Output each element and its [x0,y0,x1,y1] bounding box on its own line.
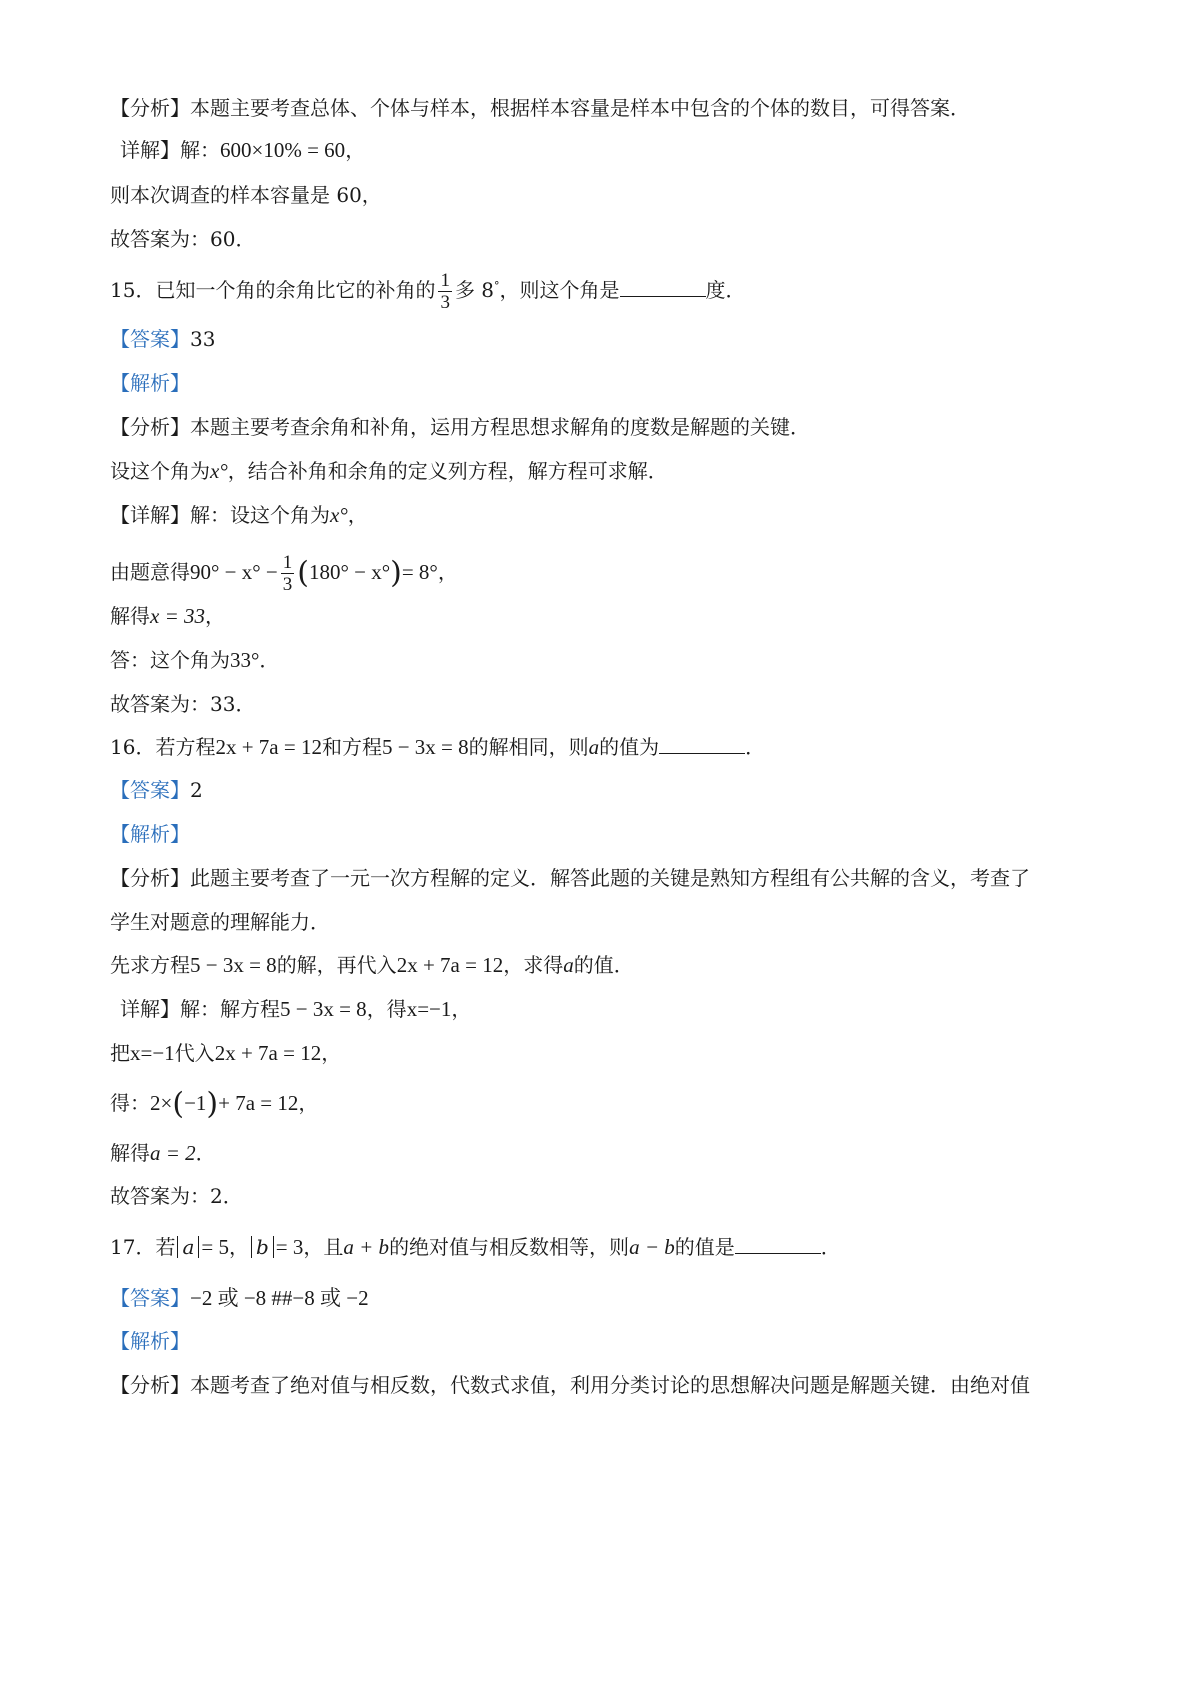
q15-set-post: ，结合补角和余角的定义列方程，解方程可求解． [227,459,668,483]
q17-stem-end: ． [820,1235,841,1259]
q15-detail-var: x° [330,503,348,527]
q16-solve-eq: a = 2 [150,1141,196,1165]
q14-analysis: 【分析】本题主要考查总体、个体与样本，根据样本容量是样本中包含的个体的数目，可得答案． [110,96,970,120]
q16-left-paren: ( [172,1086,185,1122]
q17-answer [110,1284,369,1312]
q16-answer-label: 【答案】 [110,778,190,802]
q15-eq-frac-den: 3 [282,574,293,595]
q15-eq-inner: 180° − x° [308,560,391,584]
q16-get-eq-a: 2× [150,1091,173,1115]
q16-detail-eq: 5 − 3x = 8 [280,997,367,1021]
q14-detail [120,136,365,164]
q17-stem [110,1233,841,1261]
q17-abs-a: a [177,1236,199,1258]
q15-solve [110,602,225,630]
q16-stem-post: 的值为 [599,735,660,759]
q16-step-var: a [563,953,574,977]
q15-degree: ° [494,279,500,293]
q15-stem-end: 度． [705,278,746,302]
q17-sum: a + b [343,1235,390,1259]
q16-solve-pre: 解得 [110,1141,150,1165]
q15-ans [110,646,279,674]
q16-stem [110,733,765,761]
q14-detail-tail: ， [345,138,366,162]
q16-get-eq-b: −1 [184,1091,207,1115]
q15-stem [110,270,746,313]
q15-stem-pre: 15．已知一个角的余角比它的补角的 [110,278,436,302]
q16-jiexi: 【解析】 [110,822,190,846]
q16-step-eq1: 5 − 3x = 8 [190,953,277,977]
q15-eq-left: 90° − x° − [190,560,278,584]
q15-detail-post: ， [347,503,368,527]
q16-detail-post: ， [451,997,472,1021]
q16-get-pre: 得： [110,1091,150,1115]
q16-substitute [110,1039,341,1067]
q15-solve-eq: x = 33 [150,604,205,628]
q15-left-paren: ( [297,555,309,591]
q16-stem-end: ． [745,735,766,759]
q16-detail-res: x=−1 [406,997,452,1021]
q17-eq-a: = 5 [201,1235,229,1259]
q16-answer-blank [659,735,745,754]
q17-diff: a − b [629,1235,675,1259]
q15-solve-pre: 解得 [110,604,150,628]
q15-setup [110,457,668,485]
q16-sub-eq: 2x + 7a = 12 [214,1041,322,1065]
q15-eq-frac-num: 1 [282,552,293,573]
q16-analysis-2: 学生对题意的理解能力． [110,910,330,934]
q15-final: 故答案为：33． [110,692,256,716]
q17-sep: ， [228,1235,249,1259]
q14-line1: 则本次调查的样本容量是 60， [110,183,382,207]
q16-right-paren: ) [206,1086,219,1122]
q17-stem-post: 的值是 [674,1235,735,1259]
q15-answer-blank [620,278,706,297]
q16-var-a: a [588,735,600,759]
q14-detail-label: 详解】解： [120,138,220,162]
q16-detail-label: 详解】解：解方程 [120,997,280,1021]
q16-step [110,951,634,979]
q15-eq-fraction [281,552,295,595]
q15-right-paren: ) [390,555,402,591]
q16-detail [120,995,471,1023]
q17-eq-b: = 3 [275,1235,304,1259]
q16-eq1: 2x + 7a = 12 [215,735,322,759]
q15-ans-post: ． [259,648,280,672]
q15-answer-label: 【答案】 [110,327,190,351]
q17-answer-value: −2 或 −8 ##−8 或 −2 [190,1286,369,1310]
q16-analysis-1: 【分析】此题主要考查了一元一次方程解的定义．解答此题的关键是熟知方程组有公共解的含义，考查了 [110,866,1030,890]
q16-stem-pre: 16．若方程 [110,735,216,759]
q16-sub-x: x=−1 [130,1041,175,1065]
q16-solve [110,1139,216,1167]
q15-fraction [438,270,452,313]
q17-stem-mid: ，且 [303,1235,344,1259]
q15-eq-pre: 由题意得 [110,560,190,584]
q15-frac-num: 1 [440,270,450,291]
q15-equation [110,552,458,595]
q16-step-post: 的值． [573,953,634,977]
q16-step-mid2: ，求得 [503,953,564,977]
q15-detail [110,501,368,529]
q17-stem-pre: 17．若 [110,1235,176,1259]
q16-solve-post: ． [195,1141,216,1165]
q16-final: 故答案为：2． [110,1184,243,1208]
q16-get [110,1086,319,1122]
q16-step-pre: 先求方程 [110,953,190,977]
q15-answer [110,325,215,353]
q16-get-eq-c: + 7a = 12 [218,1091,299,1115]
q16-answer [110,776,203,804]
q16-detail-mid: ，得 [366,997,407,1021]
q16-sub-post: ， [321,1041,342,1065]
q17-answer-label: 【答案】 [110,1286,190,1310]
q15-ans-val: 33° [230,648,260,672]
q17-stem-mid2: 的绝对值与相反数相等，则 [389,1235,630,1259]
q16-step-eq2: 2x + 7a = 12 [396,953,504,977]
q17-answer-blank [735,1235,821,1254]
q17-jiexi: 【解析】 [110,1329,190,1353]
q15-ans-pre: 答：这个角为 [110,648,230,672]
q15-jiexi: 【解析】 [110,371,190,395]
q15-eq-right: = 8° [401,560,438,584]
q15-detail-pre: 【详解】解：设这个角为 [110,503,330,527]
q15-stem-mid: 多 8 [454,278,495,302]
q15-set-var: x° [210,459,228,483]
q15-answer-value: 33 [190,327,216,351]
q16-sub-mid: 代入 [174,1041,215,1065]
q16-step-mid: 的解，再代入 [276,953,397,977]
q16-stem-mid: 和方程 [321,735,382,759]
q17-analysis: 【分析】本题考查了绝对值与相反数，代数式求值，利用分类讨论的思想解决问题是解题关键．由绝对值 [110,1373,1030,1397]
q15-set-pre: 设这个角为 [110,459,210,483]
q16-sub-pre: 把 [110,1041,130,1065]
q14-final: 故答案为：60． [110,227,256,251]
q15-frac-den: 3 [440,292,450,313]
q17-abs-b: b [251,1236,274,1258]
q15-stem-post: ，则这个角是 [499,278,620,302]
q15-eq-post: ， [437,560,458,584]
q14-detail-math: 600×10% = 60 [220,138,346,162]
q16-get-post: ， [298,1091,319,1115]
q16-eq2: 5 − 3x = 8 [381,735,469,759]
q15-solve-post: ， [205,604,225,628]
q16-answer-value: 2 [190,778,203,802]
q16-stem-mid2: 的解相同，则 [468,735,589,759]
q15-analysis: 【分析】本题主要考查余角和补角，运用方程思想求解角的度数是解题的关键． [110,415,810,439]
